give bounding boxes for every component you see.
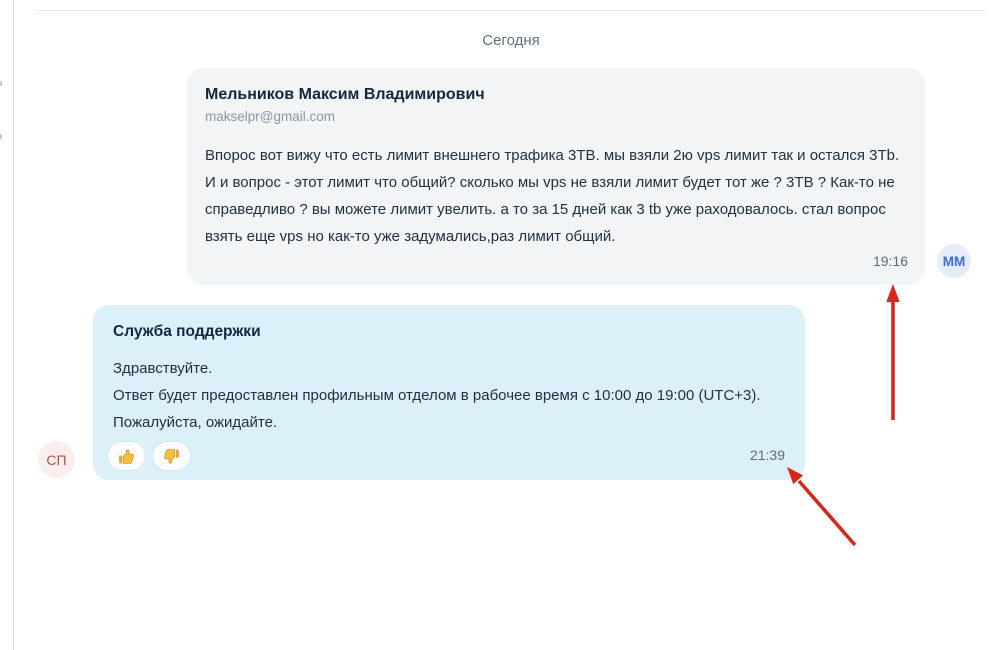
thumbs-up-button[interactable] (108, 442, 145, 470)
vertical-divider (13, 0, 14, 650)
message-card-user (187, 68, 925, 285)
message-author: Служба поддержки (113, 323, 261, 340)
message-body: Впорос вот вижу что есть лимит внешнего трафика 3ТВ. мы взяли 2ю vps лимит так и остался 3Тb. И и вопрос - этот лимит что общий? сколько мы vps не взяли лимит будет тот же ? 3ТВ ? Как-то не справедливо ? вы можете лимит увелить. а то за 15 дней как 3 tb уже раходовалось. стал вопрос взять еще vps но как-то уже задумались,раз лимит общий. (205, 147, 900, 245)
arrow-to-time-19-16 (886, 284, 899, 420)
message-body-line: Ответ будет предоставлен профильным отделом в рабочее время с 10:00 до 19:00 (UTC+3). (113, 387, 761, 404)
arrow-to-time-21-39 (787, 467, 855, 545)
message-card-support (93, 305, 805, 480)
reaction-buttons (108, 442, 190, 470)
thumbs-up-icon (118, 448, 135, 465)
top-divider (37, 10, 985, 11)
message-author: Мельников Максим Владимирович (205, 86, 485, 103)
message-body-line: Пожалуйста, ожидайте. (113, 414, 278, 431)
thumbs-down-button[interactable] (153, 442, 190, 470)
avatar-support: СП (38, 441, 75, 478)
thumbs-down-icon (163, 448, 180, 465)
avatar-user: ММ (937, 244, 971, 278)
message-author-email: makselpr@gmail.com (205, 109, 335, 124)
left-edge-artifact (0, 81, 2, 86)
message-time: 19:16 (872, 253, 908, 269)
left-edge-artifact (0, 134, 2, 139)
message-body-line: Здравствуйте. (113, 360, 213, 377)
date-separator: Сегодня (482, 32, 540, 49)
message-time: 21:39 (749, 447, 785, 463)
